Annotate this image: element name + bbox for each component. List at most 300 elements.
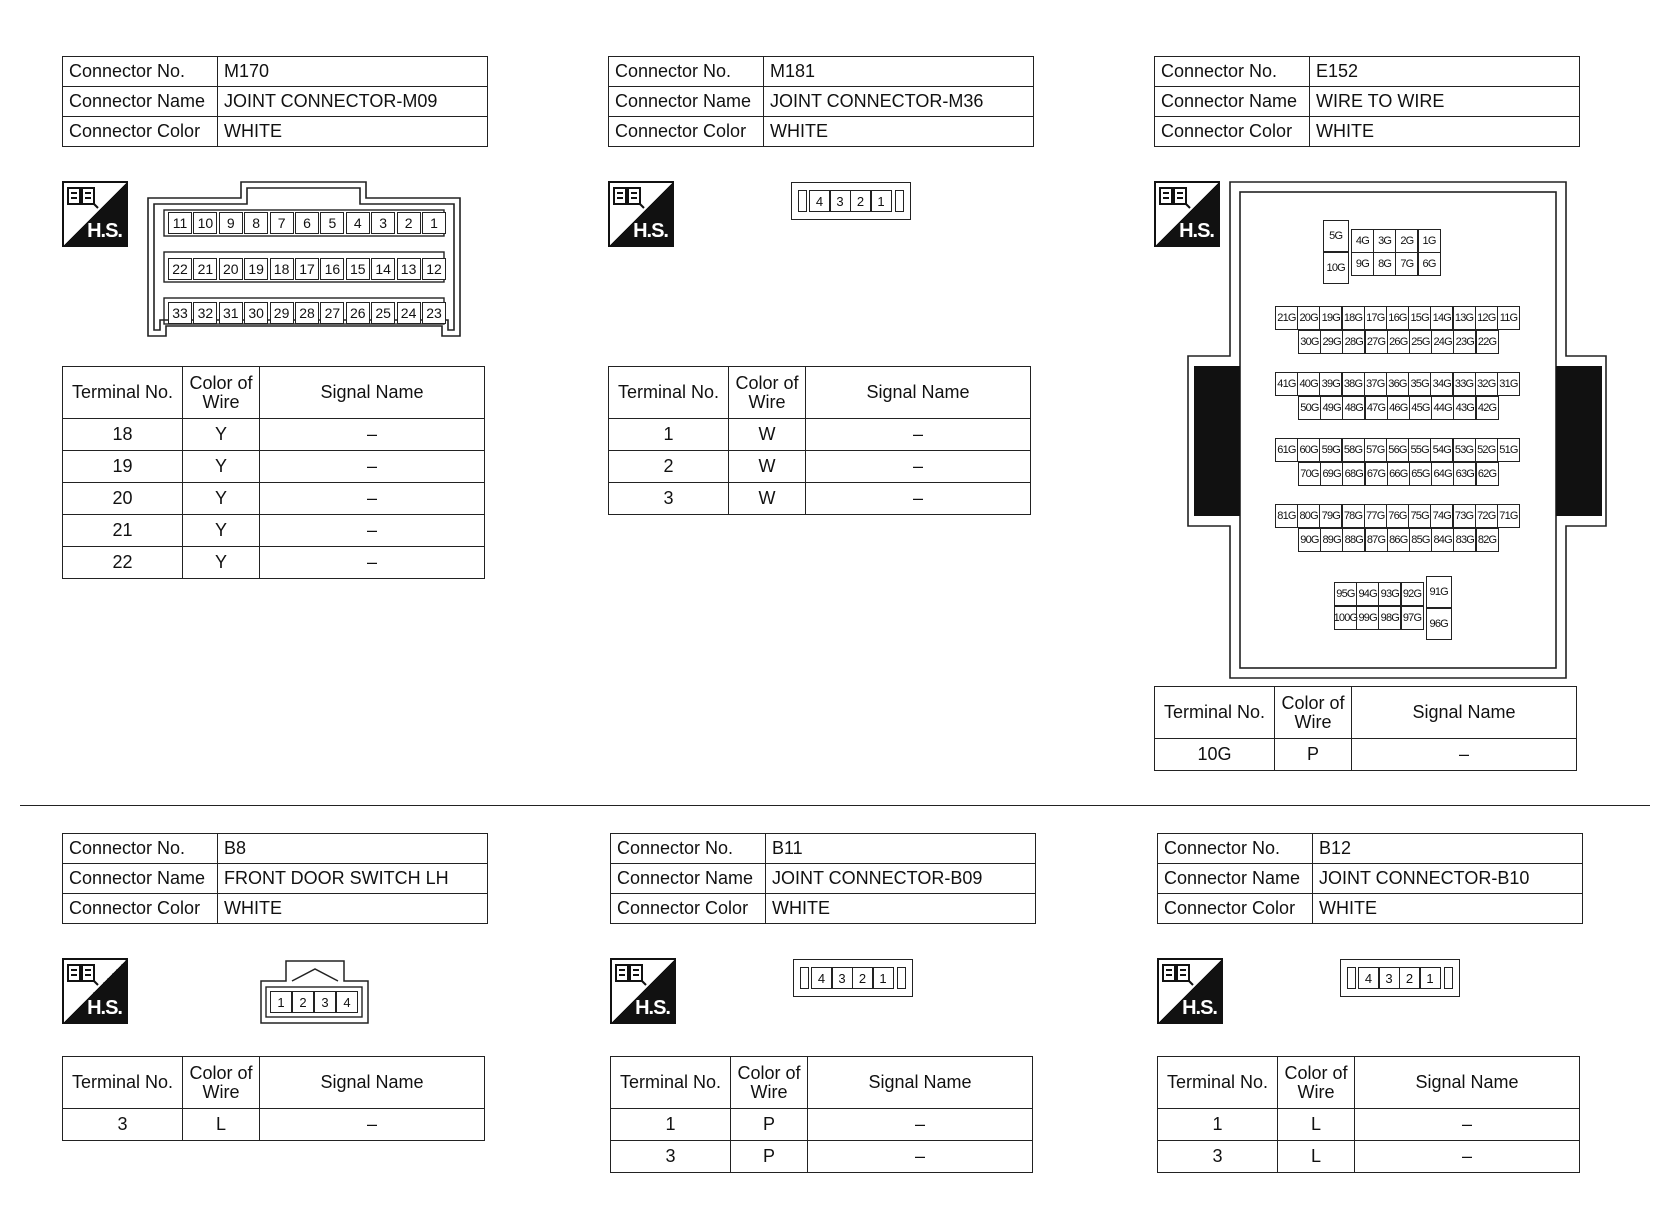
pin-cavity: 3 bbox=[831, 967, 853, 989]
connector-name-value: FRONT DOOR SWITCH LH bbox=[218, 864, 488, 894]
terminal-table bbox=[608, 366, 1031, 515]
terminal-row bbox=[63, 419, 485, 451]
connector-panel-m181 bbox=[608, 56, 1034, 508]
signal-name: – bbox=[260, 483, 485, 515]
terminal-no: 21 bbox=[63, 515, 183, 547]
connector-color-row bbox=[609, 117, 1034, 147]
pin-cavity: 83G bbox=[1453, 528, 1477, 552]
pin-cavity: 1 bbox=[1419, 967, 1441, 989]
wire-color: Y bbox=[183, 515, 260, 547]
pin-cavity: 5 bbox=[320, 212, 344, 234]
terminal-row bbox=[1155, 739, 1577, 771]
pin-cavity: 22G bbox=[1475, 330, 1499, 354]
signal-name: – bbox=[808, 1109, 1033, 1141]
connector-name-row bbox=[609, 87, 1034, 117]
pin-cavity: 34G bbox=[1430, 372, 1454, 396]
pin-row bbox=[1299, 330, 1499, 354]
harness-side-badge bbox=[610, 958, 676, 1024]
pin-cavity: 25G bbox=[1409, 330, 1433, 354]
connector-no-value: B12 bbox=[1313, 834, 1583, 864]
lock-tab bbox=[800, 967, 809, 989]
pin-cavity: 7 bbox=[270, 212, 294, 234]
terminal-table-header bbox=[63, 1057, 485, 1109]
connector-no-label: Connector No. bbox=[609, 57, 764, 87]
terminal-row bbox=[609, 451, 1031, 483]
connector-name-value: WIRE TO WIRE bbox=[1310, 87, 1580, 117]
pin-cavity: 18 bbox=[270, 258, 294, 280]
terminal-no-header: Terminal No. bbox=[611, 1057, 731, 1109]
terminal-row bbox=[1158, 1109, 1580, 1141]
signal-name: – bbox=[1352, 739, 1577, 771]
connector-color-label: Connector Color bbox=[1158, 894, 1313, 924]
pin-cavity: 11 bbox=[168, 212, 192, 234]
terminal-no: 19 bbox=[63, 451, 183, 483]
pin-row bbox=[1299, 462, 1499, 486]
pin-cavity: 74G bbox=[1430, 504, 1454, 528]
pin-cavity: 82G bbox=[1475, 528, 1499, 552]
connector-face-4pin bbox=[1340, 959, 1460, 997]
terminal-no: 22 bbox=[63, 547, 183, 579]
pin-cavity: 19G bbox=[1319, 306, 1343, 330]
pin-cavity: 1 bbox=[870, 190, 892, 212]
lock-tab bbox=[895, 190, 904, 212]
connector-no-label: Connector No. bbox=[611, 834, 766, 864]
terminal-no: 18 bbox=[63, 419, 183, 451]
pin-cavity: 16G bbox=[1386, 306, 1410, 330]
pin-cavity: 87G bbox=[1364, 528, 1388, 552]
pin-cavity: 59G bbox=[1319, 438, 1343, 462]
connector-no-label: Connector No. bbox=[63, 57, 218, 87]
pin-cavity: 88G bbox=[1342, 528, 1366, 552]
terminal-table bbox=[1157, 1056, 1580, 1173]
signal-name: – bbox=[260, 515, 485, 547]
section-divider bbox=[20, 805, 1650, 806]
wire-color: L bbox=[1278, 1109, 1355, 1141]
pin-cavity: 52G bbox=[1475, 438, 1499, 462]
terminal-no-header: Terminal No. bbox=[1158, 1057, 1278, 1109]
pin-cavity: 71G bbox=[1497, 504, 1521, 528]
pin-cavity: 66G bbox=[1387, 462, 1411, 486]
pin-cavity: 93G bbox=[1378, 582, 1402, 606]
pin-cavity: 69G bbox=[1320, 462, 1344, 486]
pin-cavity: 48G bbox=[1342, 396, 1366, 420]
pin-cavity: 47G bbox=[1364, 396, 1388, 420]
pin-cavity: 55G bbox=[1408, 438, 1432, 462]
lock-tab bbox=[1347, 967, 1356, 989]
connector-face-4pin bbox=[793, 959, 913, 997]
pin-cavity: 26G bbox=[1387, 330, 1411, 354]
pin-cavity: 6 bbox=[295, 212, 319, 234]
terminal-no: 3 bbox=[1158, 1141, 1278, 1173]
connector-no-value: M170 bbox=[218, 57, 488, 87]
pin-cavity: 5G bbox=[1323, 220, 1349, 252]
pin-cavity: 2 bbox=[852, 967, 874, 989]
pin-cavity: 1 bbox=[422, 212, 446, 234]
pin-cavity: 100G bbox=[1334, 606, 1358, 630]
connector-color-row bbox=[63, 117, 488, 147]
terminal-row bbox=[63, 451, 485, 483]
connector-icon bbox=[615, 962, 647, 986]
pin-cavity: 14 bbox=[371, 258, 395, 280]
pin-cavity: 15 bbox=[346, 258, 370, 280]
terminal-table-header bbox=[63, 367, 485, 419]
connector-color-label: Connector Color bbox=[63, 117, 218, 147]
terminal-row bbox=[609, 483, 1031, 515]
pin-row bbox=[1335, 606, 1424, 630]
pin-cavity: 2G bbox=[1395, 229, 1419, 253]
signal-name: – bbox=[1355, 1141, 1580, 1173]
pin-cavity: 4 bbox=[346, 212, 370, 234]
pin-cavity: 16 bbox=[320, 258, 344, 280]
signal-name: – bbox=[806, 483, 1031, 515]
pin-cavity: 76G bbox=[1386, 504, 1410, 528]
pin-cavity: 89G bbox=[1320, 528, 1344, 552]
signal-name-header: Signal Name bbox=[1352, 687, 1577, 739]
pin-cavity: 2 bbox=[1399, 967, 1421, 989]
pin-cavity: 3 bbox=[314, 991, 336, 1013]
pin-cavity: 24 bbox=[397, 302, 421, 324]
connector-name-label: Connector Name bbox=[609, 87, 764, 117]
harness-side-label: H.S. bbox=[1179, 220, 1214, 242]
color-of-wire-header: Color of Wire bbox=[183, 1057, 260, 1109]
wire-color: W bbox=[729, 419, 806, 451]
color-of-wire-header: Color of Wire bbox=[729, 367, 806, 419]
connector-face-b8 bbox=[260, 959, 372, 1025]
pin-cavity: 68G bbox=[1342, 462, 1366, 486]
connector-icon bbox=[67, 962, 99, 986]
pin-row bbox=[1335, 582, 1424, 606]
pin-cavity: 61G bbox=[1275, 438, 1299, 462]
harness-side-label: H.S. bbox=[1182, 997, 1217, 1019]
pin-cavity: 23 bbox=[422, 302, 446, 324]
pin-cavity: 58G bbox=[1341, 438, 1365, 462]
pin-cavity: 42G bbox=[1475, 396, 1499, 420]
pin-cavity: 17 bbox=[295, 258, 319, 280]
connector-color-label: Connector Color bbox=[609, 117, 764, 147]
pin-cavity: 20G bbox=[1297, 306, 1321, 330]
pin-cavity: 4G bbox=[1351, 229, 1375, 253]
wire-color: W bbox=[729, 451, 806, 483]
pin-cavity: 4 bbox=[809, 190, 831, 212]
pin-cavity: 2 bbox=[397, 212, 421, 234]
connector-color-label: Connector Color bbox=[611, 894, 766, 924]
connector-color-label: Connector Color bbox=[1155, 117, 1310, 147]
signal-name: – bbox=[806, 451, 1031, 483]
connector-icon bbox=[67, 185, 99, 209]
terminal-row bbox=[609, 419, 1031, 451]
pin-cavity: 53G bbox=[1452, 438, 1476, 462]
connector-color-row bbox=[1155, 117, 1580, 147]
connector-panel-e152 bbox=[1154, 56, 1580, 764]
pin-cavity: 25 bbox=[371, 302, 395, 324]
connector-no-label: Connector No. bbox=[1158, 834, 1313, 864]
lock-tab bbox=[1444, 967, 1453, 989]
connector-color-value: WHITE bbox=[1310, 117, 1580, 147]
connector-name-value: JOINT CONNECTOR-B10 bbox=[1313, 864, 1583, 894]
pin-cavity: 79G bbox=[1319, 504, 1343, 528]
pin-cavity: 85G bbox=[1409, 528, 1433, 552]
connector-no-value: B11 bbox=[766, 834, 1036, 864]
wire-color: Y bbox=[183, 451, 260, 483]
wire-color: L bbox=[1278, 1141, 1355, 1173]
connector-no-row bbox=[609, 57, 1034, 87]
wire-color: W bbox=[729, 483, 806, 515]
harness-side-badge bbox=[62, 958, 128, 1024]
signal-name-header: Signal Name bbox=[260, 1057, 485, 1109]
harness-side-label: H.S. bbox=[633, 220, 668, 242]
wire-color: Y bbox=[183, 483, 260, 515]
terminal-table-header bbox=[611, 1057, 1033, 1109]
terminal-no: 3 bbox=[609, 483, 729, 515]
connector-face-e152 bbox=[1180, 180, 1660, 680]
pin-cavity: 4 bbox=[336, 991, 358, 1013]
pin-cavity: 41G bbox=[1275, 372, 1299, 396]
pin-cavity: 7G bbox=[1395, 252, 1419, 276]
signal-name: – bbox=[260, 419, 485, 451]
pin-cavity: 4 bbox=[1358, 967, 1380, 989]
connector-name-label: Connector Name bbox=[611, 864, 766, 894]
connector-color-value: WHITE bbox=[766, 894, 1036, 924]
connector-color-value: WHITE bbox=[218, 894, 488, 924]
pin-cavity: 20 bbox=[219, 258, 243, 280]
pin-cavity: 21G bbox=[1275, 306, 1299, 330]
connector-info-table bbox=[608, 56, 1034, 147]
connector-color-row bbox=[1158, 894, 1583, 924]
pin-cavity: 3 bbox=[829, 190, 851, 212]
signal-name: – bbox=[260, 1109, 485, 1141]
connector-panel-m170 bbox=[62, 56, 488, 572]
wire-color: P bbox=[1275, 739, 1352, 771]
terminal-no: 10G bbox=[1155, 739, 1275, 771]
connector-info-table bbox=[62, 833, 488, 924]
pin-cavity: 65G bbox=[1409, 462, 1433, 486]
terminal-no: 3 bbox=[611, 1141, 731, 1173]
pin-cavity: 3 bbox=[1378, 967, 1400, 989]
terminal-table bbox=[610, 1056, 1033, 1173]
pin-cavity: 46G bbox=[1387, 396, 1411, 420]
pin-cavity: 3G bbox=[1373, 229, 1397, 253]
pin-cavity: 77G bbox=[1364, 504, 1388, 528]
signal-name-header: Signal Name bbox=[808, 1057, 1033, 1109]
pin-row bbox=[1299, 396, 1499, 420]
pin-cavity: 10 bbox=[193, 212, 217, 234]
harness-side-label: H.S. bbox=[635, 997, 670, 1019]
pin-cavity: 24G bbox=[1431, 330, 1455, 354]
pin-cavity: 32 bbox=[193, 302, 217, 324]
connector-name-label: Connector Name bbox=[1155, 87, 1310, 117]
terminal-no: 1 bbox=[1158, 1109, 1278, 1141]
color-of-wire-header: Color of Wire bbox=[731, 1057, 808, 1109]
connector-info-table bbox=[62, 56, 488, 147]
pin-cavity: 44G bbox=[1431, 396, 1455, 420]
harness-side-label: H.S. bbox=[87, 997, 122, 1019]
signal-name-header: Signal Name bbox=[260, 367, 485, 419]
terminal-table-header bbox=[1155, 687, 1577, 739]
pin-cavity: 31G bbox=[1497, 372, 1521, 396]
pin-cavity: 9 bbox=[219, 212, 243, 234]
pin-row bbox=[1352, 252, 1441, 276]
terminal-no-header: Terminal No. bbox=[609, 367, 729, 419]
pin-cavity: 12 bbox=[422, 258, 446, 280]
pin-cavity: 2 bbox=[850, 190, 872, 212]
connector-no-value: M181 bbox=[764, 57, 1034, 87]
connector-info-table bbox=[1157, 833, 1583, 924]
pin-cavity: 91G bbox=[1426, 576, 1452, 608]
wire-color: Y bbox=[183, 419, 260, 451]
terminal-row bbox=[1158, 1141, 1580, 1173]
pin-row bbox=[1276, 504, 1520, 528]
connector-name-value: JOINT CONNECTOR-M09 bbox=[218, 87, 488, 117]
connector-name-row bbox=[611, 864, 1036, 894]
pin-cavity: 13G bbox=[1452, 306, 1476, 330]
connector-color-value: WHITE bbox=[1313, 894, 1583, 924]
pin-cavity: 97G bbox=[1400, 606, 1424, 630]
pin-cavity: 96G bbox=[1426, 608, 1452, 640]
pin-cavity: 33 bbox=[168, 302, 192, 324]
terminal-no-header: Terminal No. bbox=[1155, 687, 1275, 739]
pin-row bbox=[1276, 372, 1520, 396]
pin-cavity: 73G bbox=[1452, 504, 1476, 528]
connector-color-value: WHITE bbox=[764, 117, 1034, 147]
connector-name-row bbox=[1155, 87, 1580, 117]
pin-cavity: 27 bbox=[320, 302, 344, 324]
color-of-wire-header: Color of Wire bbox=[183, 367, 260, 419]
pin-cavity: 50G bbox=[1298, 396, 1322, 420]
terminal-no: 2 bbox=[609, 451, 729, 483]
terminal-row bbox=[611, 1109, 1033, 1141]
connector-color-value: WHITE bbox=[218, 117, 488, 147]
connector-face-m170 bbox=[146, 180, 476, 340]
pin-cavity: 33G bbox=[1452, 372, 1476, 396]
pin-cavity: 1 bbox=[270, 991, 292, 1013]
pin-cavity: 95G bbox=[1334, 582, 1358, 606]
connector-no-label: Connector No. bbox=[63, 834, 218, 864]
terminal-table bbox=[1154, 686, 1577, 771]
signal-name: – bbox=[808, 1141, 1033, 1173]
pin-cavity: 54G bbox=[1430, 438, 1454, 462]
pin-cavity: 10G bbox=[1323, 252, 1349, 284]
signal-name: – bbox=[260, 547, 485, 579]
terminal-row bbox=[63, 1109, 485, 1141]
pin-row bbox=[1276, 306, 1520, 330]
terminal-no-header: Terminal No. bbox=[63, 1057, 183, 1109]
connector-icon bbox=[1162, 962, 1194, 986]
pin-cavity: 11G bbox=[1497, 306, 1521, 330]
pin-cavity: 26 bbox=[346, 302, 370, 324]
pin-cavity: 35G bbox=[1408, 372, 1432, 396]
connector-name-label: Connector Name bbox=[63, 864, 218, 894]
pin-cavity: 37G bbox=[1364, 372, 1388, 396]
pin-cavity: 17G bbox=[1364, 306, 1388, 330]
connector-name-label: Connector Name bbox=[1158, 864, 1313, 894]
pin-cavity: 92G bbox=[1400, 582, 1424, 606]
connector-no-row bbox=[1158, 834, 1583, 864]
pin-cavity: 21 bbox=[193, 258, 217, 280]
pin-cavity: 8 bbox=[244, 212, 268, 234]
connector-name-value: JOINT CONNECTOR-M36 bbox=[764, 87, 1034, 117]
signal-name-header: Signal Name bbox=[1355, 1057, 1580, 1109]
pin-cavity: 57G bbox=[1364, 438, 1388, 462]
pin-cavity: 80G bbox=[1297, 504, 1321, 528]
pin-cavity: 75G bbox=[1408, 504, 1432, 528]
pin-cavity: 70G bbox=[1298, 462, 1322, 486]
pin-cavity: 39G bbox=[1319, 372, 1343, 396]
pin-cavity: 6G bbox=[1417, 252, 1441, 276]
pin-cavity: 22 bbox=[168, 258, 192, 280]
pin-cavity: 9G bbox=[1351, 252, 1375, 276]
terminal-row bbox=[63, 483, 485, 515]
pin-cavity: 30 bbox=[244, 302, 268, 324]
connector-color-label: Connector Color bbox=[63, 894, 218, 924]
pin-cavity: 14G bbox=[1430, 306, 1454, 330]
signal-name: – bbox=[806, 419, 1031, 451]
terminal-no: 20 bbox=[63, 483, 183, 515]
signal-name: – bbox=[260, 451, 485, 483]
pin-cavity: 30G bbox=[1298, 330, 1322, 354]
pin-cavity: 4 bbox=[811, 967, 833, 989]
pin-cavity: 27G bbox=[1364, 330, 1388, 354]
harness-side-badge bbox=[62, 181, 128, 247]
pin-cavity: 62G bbox=[1475, 462, 1499, 486]
connector-color-row bbox=[63, 894, 488, 924]
pin-cavity: 72G bbox=[1475, 504, 1499, 528]
pin-cavity: 81G bbox=[1275, 504, 1299, 528]
connector-no-row bbox=[1155, 57, 1580, 87]
pin-cavity: 19 bbox=[244, 258, 268, 280]
connector-no-row bbox=[63, 57, 488, 87]
pin-cavity: 32G bbox=[1475, 372, 1499, 396]
connector-no-row bbox=[63, 834, 488, 864]
pin-cavity: 60G bbox=[1297, 438, 1321, 462]
pin-row bbox=[1299, 528, 1499, 552]
connector-face-4pin bbox=[791, 182, 911, 220]
pin-cavity: 94G bbox=[1356, 582, 1380, 606]
connector-no-value: E152 bbox=[1310, 57, 1580, 87]
connector-info-table bbox=[610, 833, 1036, 924]
pin-cavity: 78G bbox=[1341, 504, 1365, 528]
pin-cavity: 13 bbox=[397, 258, 421, 280]
pin-cavity: 28G bbox=[1342, 330, 1366, 354]
connector-name-label: Connector Name bbox=[63, 87, 218, 117]
pin-cavity: 36G bbox=[1386, 372, 1410, 396]
pin-cavity: 84G bbox=[1431, 528, 1455, 552]
pin-cavity: 23G bbox=[1453, 330, 1477, 354]
wire-color: Y bbox=[183, 547, 260, 579]
connector-info-table bbox=[1154, 56, 1580, 147]
pin-cavity: 18G bbox=[1341, 306, 1365, 330]
harness-side-badge bbox=[1157, 958, 1223, 1024]
pin-cavity: 29G bbox=[1320, 330, 1344, 354]
pin-cavity: 3 bbox=[371, 212, 395, 234]
pin-cavity: 15G bbox=[1408, 306, 1432, 330]
connector-icon bbox=[613, 185, 645, 209]
pin-cavity: 64G bbox=[1431, 462, 1455, 486]
color-of-wire-header: Color of Wire bbox=[1278, 1057, 1355, 1109]
connector-name-row bbox=[63, 864, 488, 894]
pin-cavity: 1 bbox=[872, 967, 894, 989]
terminal-row bbox=[611, 1141, 1033, 1173]
wire-color: P bbox=[731, 1141, 808, 1173]
lock-tab bbox=[798, 190, 807, 212]
pin-cavity: 40G bbox=[1297, 372, 1321, 396]
connector-panel-b12 bbox=[1157, 833, 1583, 1166]
pin-cavity: 12G bbox=[1475, 306, 1499, 330]
connector-no-value: B8 bbox=[218, 834, 488, 864]
terminal-table-header bbox=[609, 367, 1031, 419]
lock-tab bbox=[897, 967, 906, 989]
color-of-wire-header: Color of Wire bbox=[1275, 687, 1352, 739]
pin-cavity: 1G bbox=[1417, 229, 1441, 253]
